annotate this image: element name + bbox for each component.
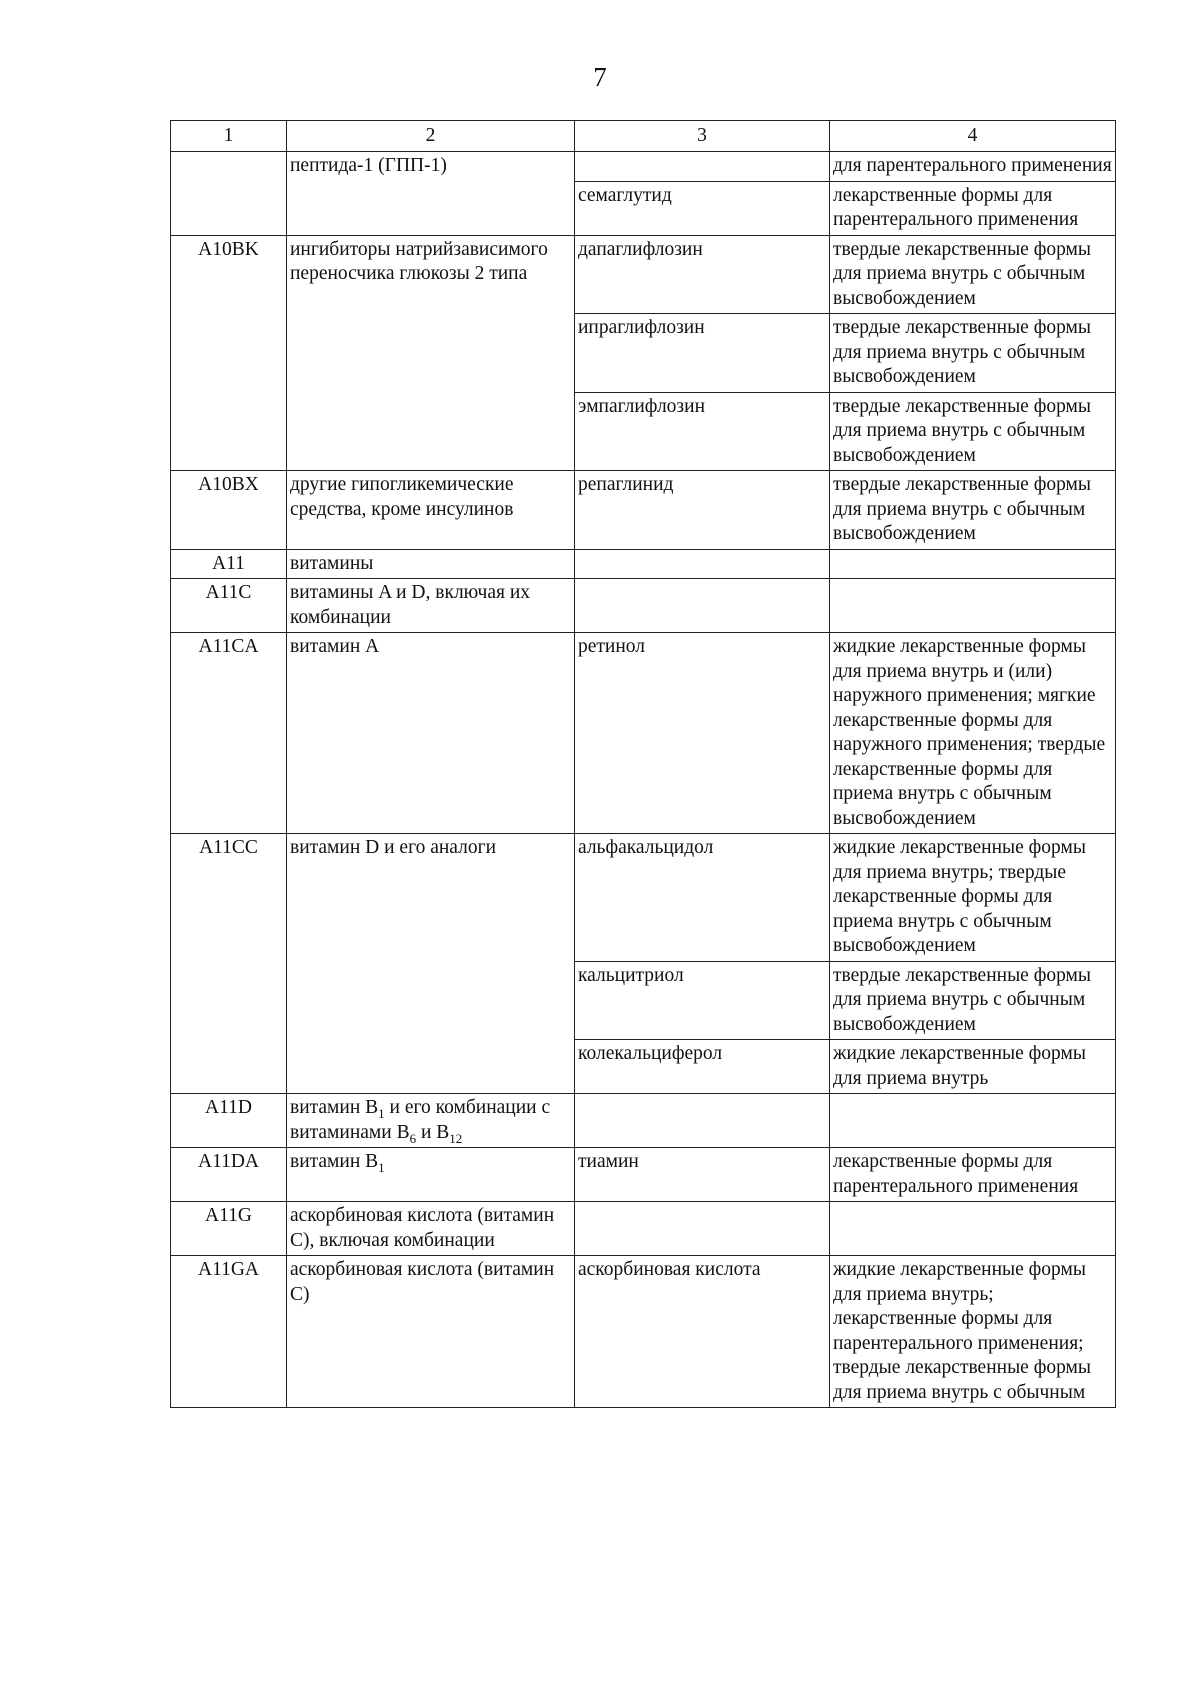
table-row [171,834,1116,962]
substance-cell: ипраглифлозин [575,314,830,393]
dosage-form-cell: твердые лекарственные формы для приема внутрь с обычным высвобождением [830,392,1116,471]
table-row [171,1256,1116,1408]
atc-code-cell [171,152,287,236]
group-name-cell: аскорбиновая кислота (витамин C) [287,1256,575,1408]
atc-code-cell: A11GA [171,1256,287,1408]
header-col-2: 2 [287,121,575,152]
dosage-form-cell [830,579,1116,633]
group-name-text: витамин B [290,1151,379,1172]
atc-code-cell: A10BK [171,235,287,471]
group-name-cell: витамины [287,549,575,579]
dosage-form-cell: твердые лекарственные формы для приема внутрь с обычным высвобождением [830,314,1116,393]
page-number: 7 [593,62,607,92]
group-name-cell: аскорбиновая кислота (витамин C), включая комбинации [287,1202,575,1256]
substance-cell: репаглинид [575,471,830,550]
atc-code-cell: A11D [171,1094,287,1148]
substance-cell: дапаглифлозин [575,235,830,314]
substance-cell: семаглутид [575,181,830,235]
substance-cell: тиамин [575,1148,830,1202]
substance-cell: ретинол [575,633,830,834]
dosage-form-cell [830,1202,1116,1256]
substance-cell [575,1094,830,1148]
atc-code-cell: A11C [171,579,287,633]
table-header-row [171,121,1116,152]
table-row [171,1202,1116,1256]
table-row [171,1148,1116,1202]
substance-cell [575,579,830,633]
header-col-4: 4 [830,121,1116,152]
atc-code-cell: A11CC [171,834,287,1094]
dosage-form-cell: для парентерального применения [830,152,1116,182]
table-row [171,152,1116,182]
atc-code-cell: A11G [171,1202,287,1256]
atc-code-cell: A10BX [171,471,287,550]
dosage-form-cell: твердые лекарственные формы для приема внутрь с обычным высвобождением [830,235,1116,314]
substance-cell: эмпаглифлозин [575,392,830,471]
substance-cell: кальцитриол [575,961,830,1040]
substance-cell [575,549,830,579]
group-name-text: витамин B [290,1097,379,1118]
group-name-text: и его комбинации с витаминами B [290,1097,551,1143]
table-row [171,549,1116,579]
subscript: 12 [449,1130,463,1146]
dosage-form-cell: жидкие лекарственные формы для приема внутрь и (или) наружного применения; мягкие лекарственные формы для наружного применения; твердые лекарственные формы для приема внутрь с обычным высвобождением [830,633,1116,834]
group-name-cell [287,1094,575,1148]
subscript: 1 [378,1105,385,1121]
atc-code-cell: A11DA [171,1148,287,1202]
dosage-form-cell: твердые лекарственные формы для приема внутрь с обычным высвобождением [830,471,1116,550]
group-name-cell: витамин A [287,633,575,834]
table-row [171,579,1116,633]
dosage-form-cell [830,1094,1116,1148]
dosage-form-cell: жидкие лекарственные формы для приема внутрь; твердые лекарственные формы для приема внутрь с обычным высвобождением [830,834,1116,962]
dosage-form-cell: жидкие лекарственные формы для приема внутрь [830,1040,1116,1094]
dosage-form-cell: лекарственные формы для парентерального применения [830,1148,1116,1202]
dosage-form-cell: жидкие лекарственные формы для приема внутрь; лекарственные формы для парентерального применения; твердые лекарственные формы для приема внутрь с обычным [830,1256,1116,1408]
group-name-text: и B [416,1121,450,1143]
subscript: 6 [409,1130,417,1146]
dosage-form-cell [830,549,1116,579]
table-row [171,235,1116,314]
substance-cell: альфакальцидол [575,834,830,962]
table-row [171,1094,1116,1148]
group-name-cell: витамин D и его аналоги [287,834,575,1094]
substance-cell: колекальциферол [575,1040,830,1094]
header-col-3: 3 [575,121,830,152]
dosage-form-cell: твердые лекарственные формы для приема внутрь с обычным высвобождением [830,961,1116,1040]
atc-code-cell: A11CA [171,633,287,834]
dosage-form-cell: лекарственные формы для парентерального применения [830,181,1116,235]
substance-cell [575,1202,830,1256]
atc-code-cell: A11 [171,549,287,579]
group-name-cell: другие гипогликемические средства, кроме инсулинов [287,471,575,550]
subscript: 1 [378,1159,385,1175]
substance-cell: аскорбиновая кислота [575,1256,830,1408]
group-name-cell: пептида-1 (ГПП-1) [287,152,575,236]
group-name-cell: витамины A и D, включая их комбинации [287,579,575,633]
drug-table [170,120,1116,1408]
table-row [171,471,1116,550]
group-name-cell: ингибиторы натрийзависимого переносчика глюкозы 2 типа [287,235,575,471]
table-row [171,633,1116,834]
group-name-cell [287,1148,575,1202]
header-col-1: 1 [171,121,287,152]
substance-cell [575,152,830,182]
